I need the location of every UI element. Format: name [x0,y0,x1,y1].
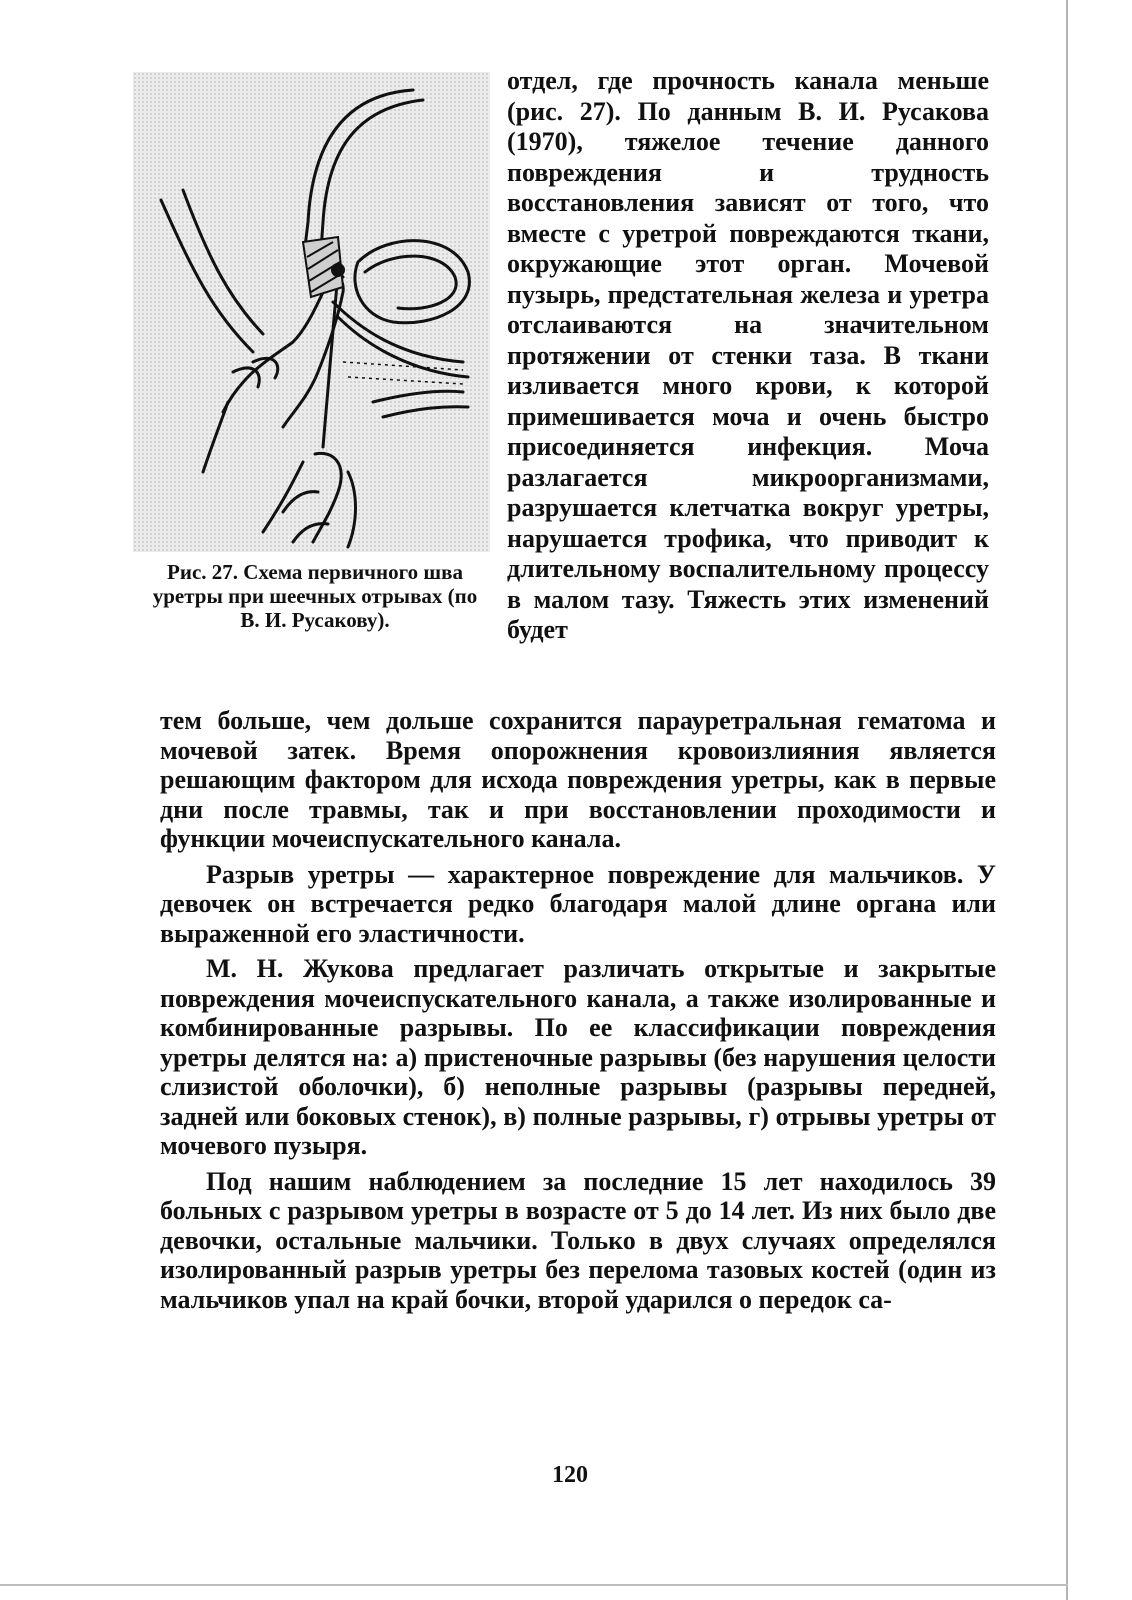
paragraph-continuation: тем больше, чем дольше сохранится парауретральная гематома и мочевой затек. Время опорожнения кровоизлияния является решающим фактором для исхода повреждения уретры, как в первые дни после травмы, так и при восстановлении проходимости и функции мочеиспускательного канала. [160,706,996,853]
page-edge-bottom [0,1584,1068,1586]
right-column-text: отдел, где прочность канала меньше (рис. 27). По данным В. И. Русакова (1970), тяжелое течение данного повреждения и трудность восстановления зависят от того, что вместе с уретрой повреждаются ткани, окружающие этот орган. Мочевой пузырь, предстательная железа и уретра отслаиваются на значительном протяжении от стенки таза. В ткани изливается много крови, к которой примешивается моча и очень быстро присоединяется инфекция. Моча разлагается микроорганизмами, разрушается клетчатка вокруг уретры, нарушается трофика, что приводит к длительному воспалительному процессу в малом тазу. Тяжесть этих изменений будет [507,66,989,644]
paragraph: Разрыв уретры — характерное повреждение для мальчиков. У девочек он встречается редко благодаря малой длине органа или выраженной его эластичности. [160,859,996,948]
page-edge-right [1066,0,1068,1600]
figure-caption: Рис. 27. Схема первичного шва уретры при шеечных отрывах (по В. И. Русакову). [152,560,478,632]
figure-27-illustration [133,72,490,552]
urethra-suture-drawing [133,72,490,552]
paragraph: М. Н. Жукова предлагает различать открытые и закрытые повреждения мочеиспускательного канала, а также изолированные и комбинированные разрывы. По ее классификации повреждения уретры делятся на: а) пристеночные разрывы (без нарушения целости слизистой оболочки), б) неполные разрывы (разрывы передней, задней или боковых стенок), в) полные разрывы, г) отрывы уретры от мочевого пузыря. [160,954,996,1160]
body-text [160,706,996,1314]
page-number: 120 [552,1462,588,1488]
paragraph: Под нашим наблюдением за последние 15 лет находилось 39 больных с разрывом уретры в возрасте от 5 до 14 лет. Из них было две девочки, остальные мальчики. Только в двух случаях определялся изолированный разрыв уретры без перелома тазовых костей (один из мальчиков упал на край бочки, второй ударился о передок са- [160,1166,996,1314]
